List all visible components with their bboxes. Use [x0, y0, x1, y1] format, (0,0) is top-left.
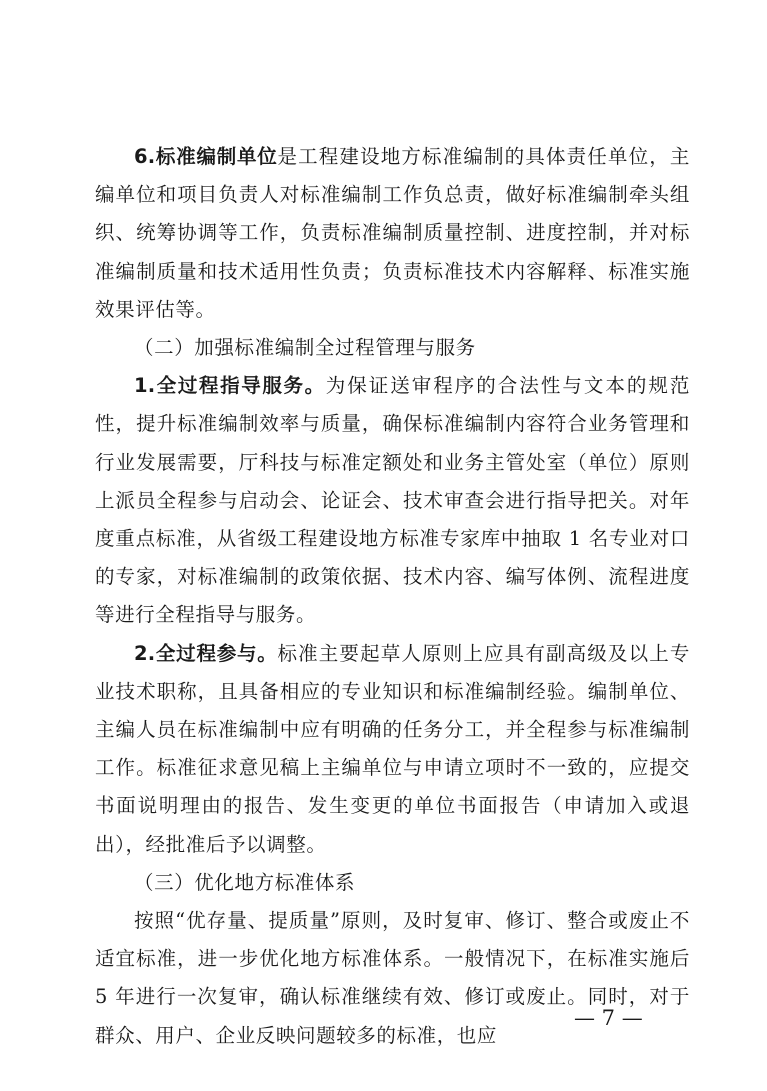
section-heading-3 — [95, 864, 690, 902]
paragraph-text: 按照“优存量、提质量”原则，及时复审、修订、整合或废止不适宜标准，进一步优化地方标准体系。一般情况下，在标准实施后 5 年进行一次复审，确认标准继续有效、修订或废止。同时，对于群众、用户、企业反映问题较多的标准，也应 — [95, 909, 690, 1047]
paragraph-6-standard-compiling-unit — [95, 138, 690, 329]
heading-text: （二）加强标准编制全过程管理与服务 — [134, 336, 476, 360]
paragraph-lead: 6.标准编制单位 — [134, 145, 278, 168]
paragraph-lead: 2.全过程参与。 — [134, 641, 278, 665]
paragraph-lead: 1.全过程指导服务。 — [134, 374, 326, 398]
paragraph-text: 为保证送审程序的合法性与文本的规范性，提升标准编制效率与质量，确保标准编制内容符合业务管理和行业发展需要，厅科技与标准定额处和业务主管处室（单位）原则上派员全程参与启动会、论证会、技术审查会进行指导把关。对年度重点标准，从省级工程建设地方标准专家库中抽取 1 名专业对口的专家，对标准编制的政策依据、技术内容、编写体例、流程进度等进行全程指导与服务。 — [95, 374, 691, 627]
heading-text: （三）优化地方标准体系 — [134, 870, 356, 894]
paragraph-text: 标准主要起草人原则上应具有副高级及以上专业技术职称，且具备相应的专业知识和标准编制经验。编制单位、主编人员在标准编制中应有明确的任务分工，并全程参与标准编制工作。标准征求意见稿上主编单位与申请立项时不一致的，应提交书面说明理由的报告、发生变更的单位书面报告（申请加入或退出），经批准后予以调整。 — [95, 641, 690, 856]
paragraph-text: 是工程建设地方标准编制的具体责任单位，主编单位和项目负责人对标准编制工作负总责，做好标准编制牵头组织、统筹协调等工作，负责标准编制质量控制、进度控制，并对标准编制质量和技术适用性负责；负责标准技术内容解释、标准实施效果评估等。 — [95, 145, 690, 321]
document-body — [95, 138, 690, 1055]
paragraph-1-whole-process-guidance — [95, 367, 690, 634]
paragraph-optimize-standard-system — [95, 902, 690, 1055]
section-heading-2 — [95, 329, 690, 367]
page-number: — 7 — — [574, 1006, 643, 1030]
paragraph-2-whole-process-participation — [95, 635, 690, 864]
